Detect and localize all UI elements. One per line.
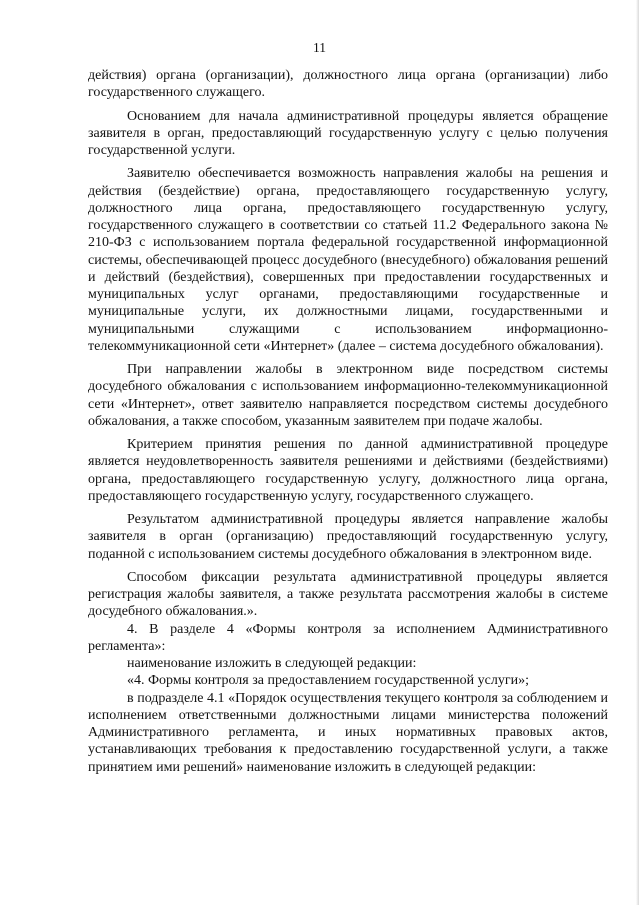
page-number: 11 (313, 40, 326, 55)
paragraph-procedure-result: Результатом административной процедуры является направление жалобы заявителя в орган (организацию) предоставляющий государственную услугу, поданной с использованием системы досудебного обжалования в электронном виде. (88, 512, 608, 562)
paragraph-electronic-complaint: При направлении жалобы в электронном виде посредством системы досудебного обжалования с использованием информационно-телекоммуникационной сети «Интернет», ответ заявителю направляется посредством системы досудебного обжалования, а также способом, указанным заявителем при подаче жалобы. (88, 362, 608, 429)
paragraph-title-instruction: наименование изложить в следующей редакции: (127, 656, 417, 671)
paragraph-subsection-4-1: в подразделе 4.1 «Порядок осуществления текущего контроля за соблюдением и исполнением ответственными должностными лицами министерства положений Административного регламента, и иных нормативных правовых актов, устанавливающих требования к предоставлению государственной услуги, а также принятием ими решений» наименование изложить в следующей редакции: (88, 690, 608, 775)
paragraph-result-fixation: Способом фиксации результата административной процедуры является регистрация жалобы заявителя, а также результата рассмотрения жалобы в системе досудебного обжалования.». (88, 569, 608, 620)
paragraph-basis: Основанием для начала административной процедуры является обращение заявителя в орган, предоставляющий государственную услугу с целью получения государственной услуги. (88, 108, 608, 158)
document-body (88, 67, 608, 776)
paragraph-continuation: действия) органа (организации), должностного лица органа (организации) либо государственного служащего. (88, 68, 608, 101)
paragraph-section-4: 4. В разделе 4 «Формы контроля за исполнением Административного регламента»: (88, 621, 608, 654)
paragraph-decision-criterion: Критерием принятия решения по данной административной процедуре является неудовлетворенность заявителя решениями и действиями (бездействиями) органа, предоставляющего государственную услугу, должностного лица органа, предоставляющего государственную услугу, государственного служащего. (88, 437, 608, 504)
paragraph-complaint-possibility: Заявителю обеспечивается возможность направления жалобы на решения и действия (бездействие) органа, предоставляющего государственную услугу, должностного лица органа, предоставляющего государственную услугу, государственного служащего в соответствии со статьей 11.2 Федерального закона № 210-ФЗ с использованием портала федеральной государственной информационной системы, обеспечивающей процесс досудебного (внесудебного) обжалования решений и действий (бездействия), совершенных при предоставлении государственных и муниципальных услуг органами, предоставляющими государственные и муниципальные услуги, их должностными лицами, государственными и муниципальными служащими с использованием информационно-телекоммуникационной сети «Интернет» (далее – система досудебного обжалования). (88, 166, 608, 354)
paragraph-new-title: «4. Формы контроля за предоставлением государственной услуги»; (127, 673, 529, 689)
